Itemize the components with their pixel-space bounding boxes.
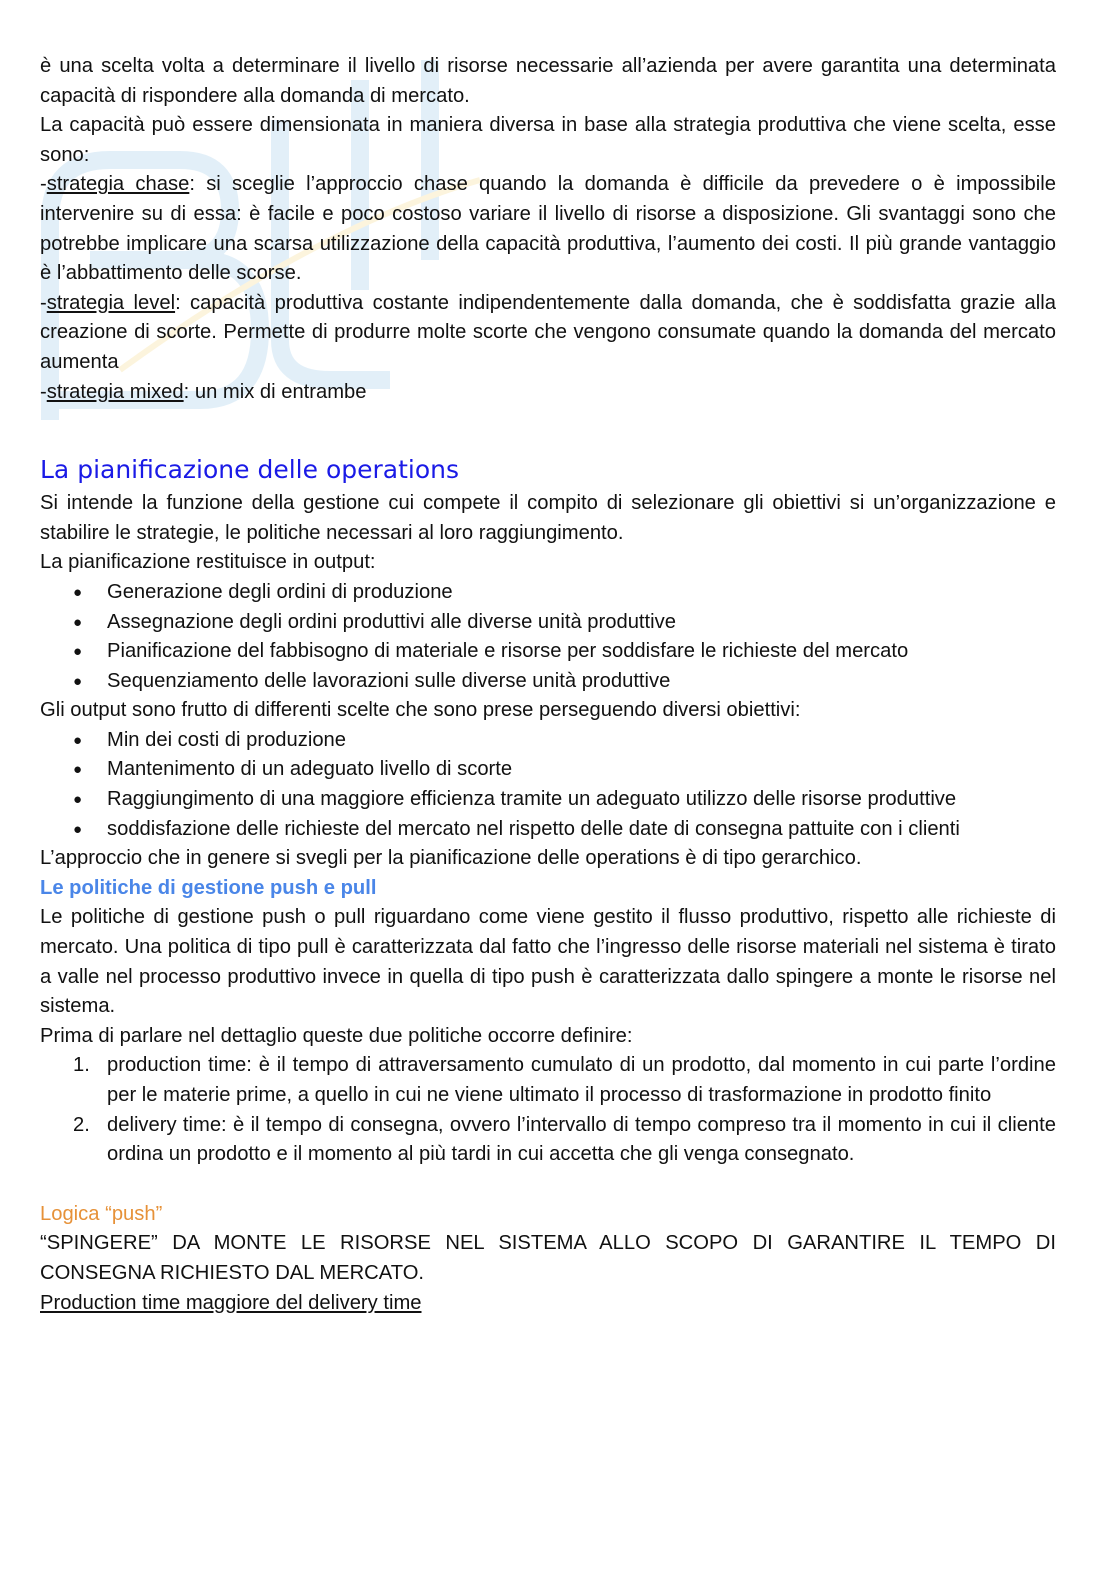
push-heading: Logica “push” bbox=[40, 1202, 163, 1225]
intro-paragraph-2: La capacità può essere dimensionata in maniera diversa in base alla strategia produttiva che viene scelta, esse sono: bbox=[40, 114, 1056, 166]
list-item: ● Min dei costi di produzione bbox=[40, 726, 1056, 756]
outputs-list bbox=[40, 578, 1056, 696]
list-item: ● Assegnazione degli ordini produttivi alle diverse unità produttive bbox=[40, 608, 1056, 638]
strategy-level-name: strategia level bbox=[46, 291, 176, 314]
definitions-list bbox=[40, 1051, 1056, 1169]
push-caps-text: “SPINGERE” DA MONTE LE RISORSE NEL SISTEMA ALLO SCOPO DI GARANTIRE IL TEMPO DI CONSEGNA RICHIESTO DAL MERCATO. bbox=[40, 1232, 1056, 1284]
list-item: ● soddisfazione delle richieste del mercato nel rispetto delle date di consegna pattuite con i clienti bbox=[40, 815, 1056, 845]
section-paragraph-2: La pianificazione restituisce in output: bbox=[40, 551, 376, 574]
strategy-mixed: -strategia mixed: un mix di entrambe bbox=[40, 380, 367, 403]
objectives-list bbox=[40, 726, 1056, 844]
list-item: ● Generazione degli ordini di produzione bbox=[40, 578, 1056, 608]
list-item: 2. delivery time: è il tempo di consegna, ovvero l’intervallo di tempo compreso tra il momento in cui il cliente ordina un prodotto e il momento al più tardi in cui accetta che gli venga consegnato. bbox=[73, 1113, 1056, 1166]
section-paragraph-3: Gli output sono frutto di differenti scelte che sono prese perseguendo diversi obiettivi: bbox=[40, 699, 801, 722]
intro-paragraph-1: è una scelta volta a determinare il livello di risorse necessarie all’azienda per avere garantita una determinata capacità di rispondere alla domanda di mercato. bbox=[40, 55, 1056, 107]
subsection-heading: Le politiche di gestione push e pull bbox=[40, 876, 377, 899]
strategy-chase: -strategia chase: si sceglie l’approccio chase quando la domanda è difficile da prevedere o è impossibile intervenire su di essa: è facile e poco costoso variare il livello di risorse a disposizione. Gli svantaggi sono che potrebbe implicare una scarsa utilizzazione della capacità produttiva, l’aumento dei costi. Il più grande vantaggio è l’abbattimento delle scorse. bbox=[40, 173, 1056, 285]
list-item: ● Sequenziamento delle lavorazioni sulle diverse unità produttive bbox=[40, 667, 1056, 697]
subsection-paragraph-2: Prima di parlare nel dettaglio queste due politiche occorre definire: bbox=[40, 1024, 633, 1047]
document-page bbox=[40, 52, 1056, 1318]
list-item: ● Mantenimento di un adeguato livello di scorte bbox=[40, 755, 1056, 785]
spacer bbox=[40, 1170, 1056, 1200]
subsection-paragraph-1: Le politiche di gestione push o pull riguardano come viene gestito il flusso produttivo, rispetto alle richieste di mercato. Una politica di tipo pull è caratterizzata dal fatto che l’ingresso delle risorse materiali nel sistema è tirato a valle nel processo produttivo invece in quella di tipo push è caratterizzata dallo spingere a monte le risorse nel sistema. bbox=[40, 906, 1056, 1018]
list-item: ● Raggiungimento di una maggiore efficienza tramite un adeguato utilizzo delle risorse produttive bbox=[40, 785, 1056, 815]
strategy-level: -strategia level: capacità produttiva costante indipendentemente dalla domanda, che è soddisfatta grazie alla creazione di scorte. Permette di produrre molte scorte che vengono consumate quando la domanda del mercato aumenta bbox=[40, 291, 1056, 373]
strategy-chase-name: strategia chase bbox=[46, 173, 190, 196]
section-heading: La pianificazione delle operations bbox=[40, 455, 459, 485]
list-item: 1. production time: è il tempo di attraversamento cumulato di un prodotto, dal momento in cui parte l’ordine per le materie prime, a quello in cui ne viene ultimato il processo di trasformazione in prodotto finito bbox=[73, 1054, 1056, 1106]
push-note: Production time maggiore del delivery time bbox=[40, 1291, 422, 1314]
section-paragraph-1: Si intende la funzione della gestione cui compete il compito di selezionare gli obiettivi si un’organizzazione e stabilire le strategie, le politiche necessari al loro raggiungimento. bbox=[40, 492, 1056, 544]
section-paragraph-4: L’approccio che in genere si svegli per la pianificazione delle operations è di tipo gerarchico. bbox=[40, 847, 862, 870]
list-item: ● Pianificazione del fabbisogno di materiale e risorse per soddisfare le richieste del mercato bbox=[40, 637, 1056, 667]
strategy-mixed-name: strategia mixed bbox=[46, 380, 184, 403]
